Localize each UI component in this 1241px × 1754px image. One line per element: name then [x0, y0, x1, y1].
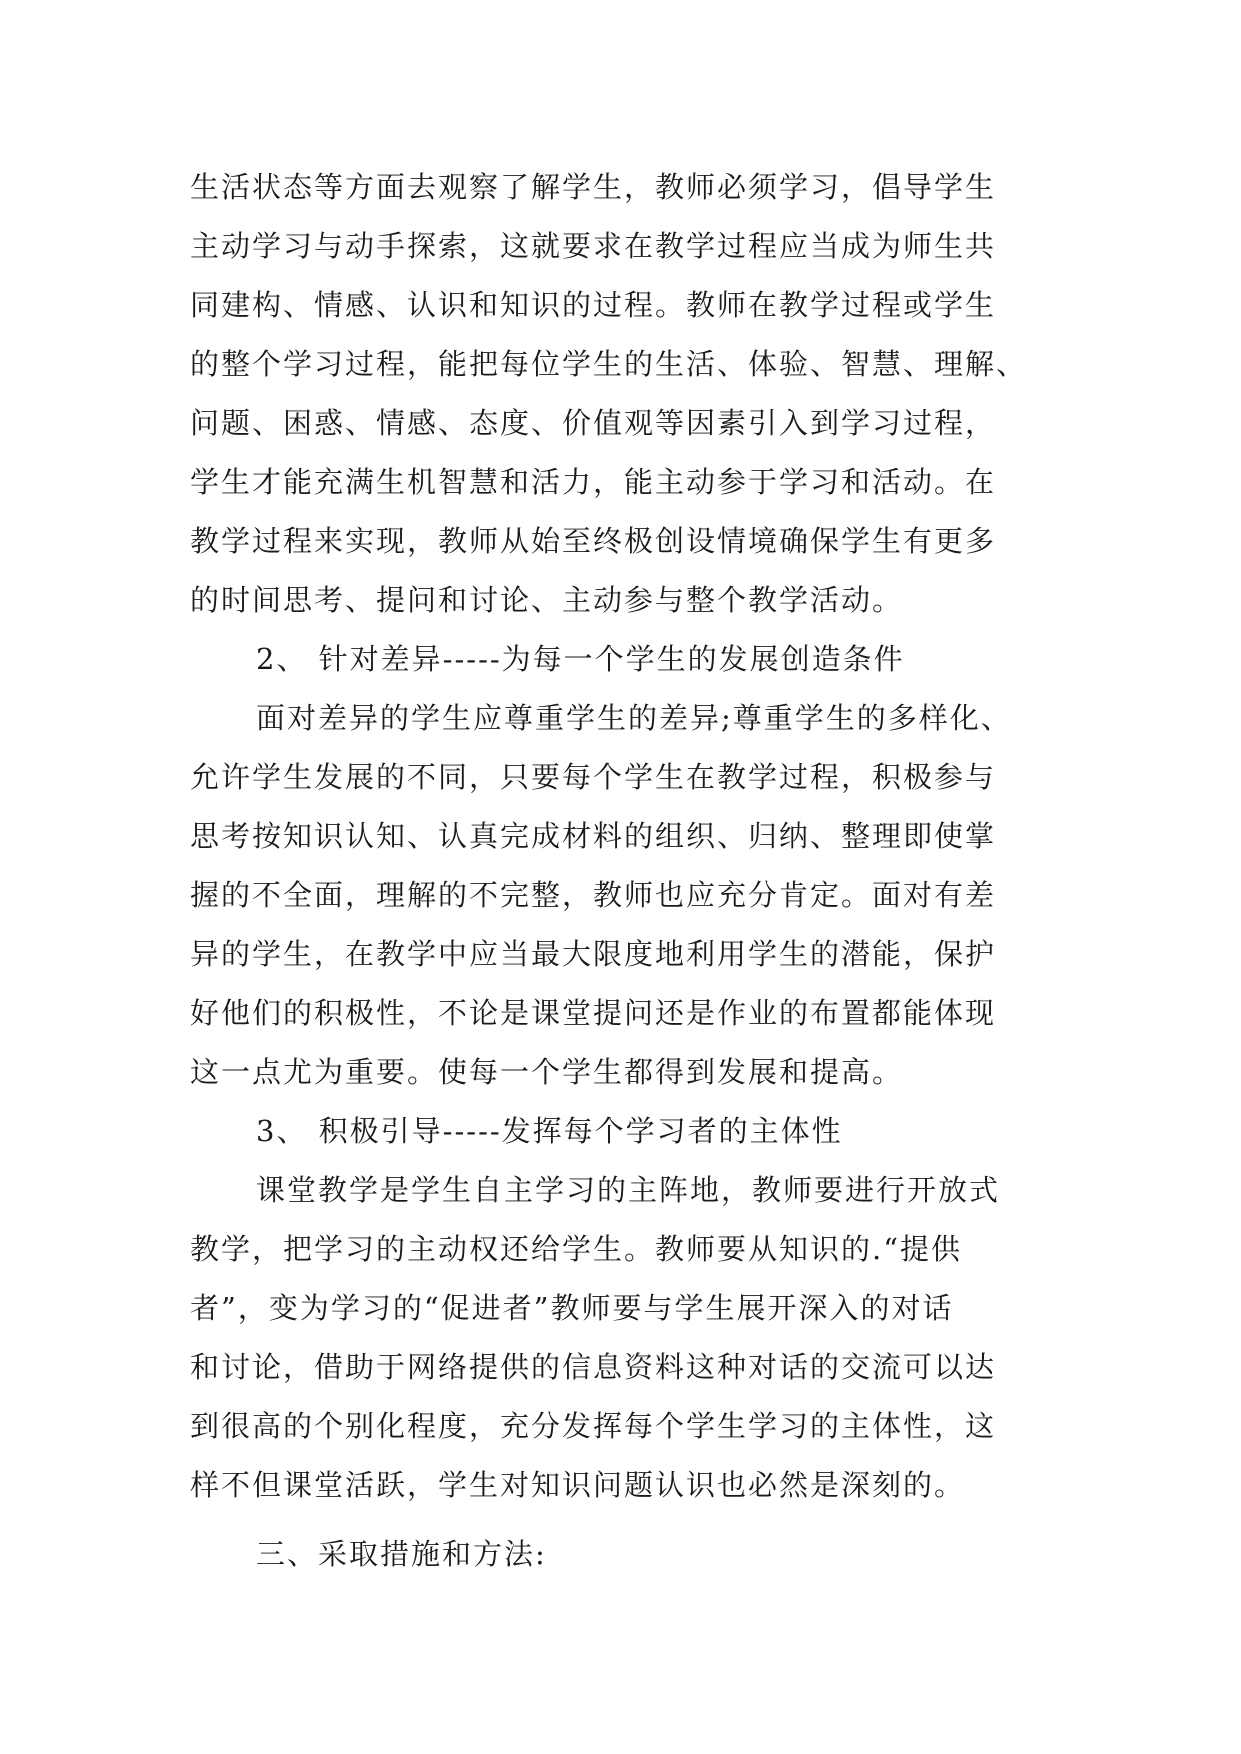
- paragraph-line: 同建构、情感、认识和知识的过程。教师在教学过程或学生: [190, 288, 997, 322]
- paragraph-line: 这一点尤为重要。使每一个学生都得到发展和提高。: [190, 1055, 904, 1089]
- paragraph-line: 教学过程来实现，教师从始至终极创设情境确保学生有更多: [190, 524, 997, 558]
- paragraph-line: 者”，变为学习的“促进者”教师要与学生展开深入的对话: [190, 1291, 954, 1325]
- paragraph-line: 异的学生，在教学中应当最大限度地利用学生的潜能，保护: [190, 937, 997, 971]
- paragraph-line: 生活状态等方面去观察了解学生，教师必须学习，倡导学生: [190, 170, 997, 204]
- paragraph-line: 面对差异的学生应尊重学生的差异;尊重学生的多样化、: [256, 701, 1012, 735]
- paragraph-line: 课堂教学是学生自主学习的主阵地，教师要进行开放式: [256, 1173, 1001, 1207]
- paragraph-line: 主动学习与动手探索，这就要求在教学过程应当成为师生共: [190, 229, 997, 263]
- paragraph-line: 思考按知识认知、认真完成材料的组织、归纳、整理即使掌: [190, 819, 997, 853]
- paragraph-line: 样不但课堂活跃，学生对知识问题认识也必然是深刻的。: [190, 1468, 966, 1502]
- paragraph-line: 允许学生发展的不同，只要每个学生在教学过程，积极参与: [190, 760, 997, 794]
- paragraph-line: 握的不全面，理解的不完整，教师也应充分肯定。面对有差: [190, 878, 997, 912]
- paragraph-line: 好他们的积极性，不论是课堂提问还是作业的布置都能体现: [190, 996, 997, 1030]
- section-heading: 三、采取措施和方法:: [256, 1537, 547, 1571]
- paragraph-line: 的整个学习过程，能把每位学生的生活、体验、智慧、理解、: [190, 347, 1028, 381]
- paragraph-line: 问题、困惑、情感、态度、价值观等因素引入到学习过程，: [190, 406, 997, 440]
- body-text: [190, 158, 1060, 1584]
- paragraph-line: 到很高的个别化程度，充分发挥每个学生学习的主体性，这: [190, 1409, 997, 1443]
- paragraph-line: 学生才能充满生机智慧和活力，能主动参于学习和活动。在: [190, 465, 997, 499]
- paragraph-line: 和讨论，借助于网络提供的信息资料这种对话的交流可以达: [190, 1350, 997, 1384]
- paragraph-line: 教学，把学习的主动权还给学生。教师要从知识的.“提供: [190, 1232, 963, 1266]
- paragraph-line: 的时间思考、提问和讨论、主动参与整个教学活动。: [190, 583, 904, 617]
- section-heading: 3、 积极引导-----发挥每个学习者的主体性: [256, 1114, 843, 1148]
- section-heading: 2、 针对差异-----为每一个学生的发展创造条件: [256, 642, 905, 676]
